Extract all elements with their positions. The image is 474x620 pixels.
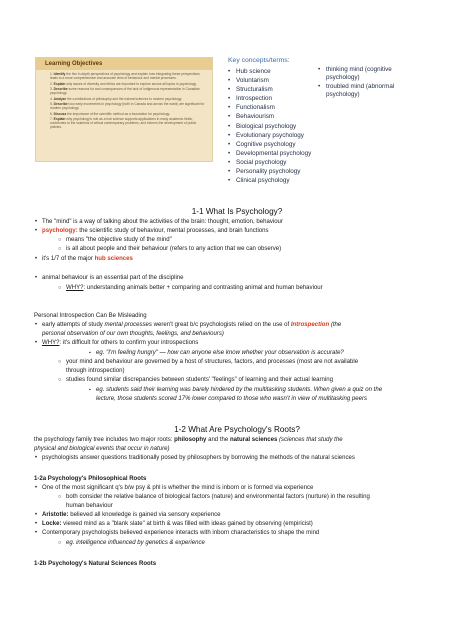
- key-concept-item: • Biological psychology: [228, 122, 328, 131]
- learning-objective-item: 6. Discuss the importance of the scientific method as a foundation for psychology.: [50, 111, 171, 116]
- continuation-line: lecture, those students scored 17% lower compared to those who wasn't in view of multitasking peers: [96, 396, 368, 402]
- learning-objectives-title: Learning Objectives: [36, 58, 212, 70]
- bullet-line: • Locke: viewed mind as a "blank slate" at birth & was filled with ideas gained by observing (empiricist): [42, 521, 313, 528]
- learning-objective-item: 4. Analyze the contributions of philosophy and the natural sciences to modern psychology.: [50, 96, 183, 101]
- continuation-line: personal observation of our own thoughts, feelings, and behaviours): [42, 331, 224, 337]
- section-heading-1-1: 1-1 What Is Psychology?: [191, 207, 283, 216]
- sub-bullet-line: ○ studies found similar discrepancies between students' "feelings" of learning and their actual learning: [66, 377, 333, 384]
- bullet-line: • Aristotle: believed all knowledge is gained via sensory experience: [42, 512, 220, 519]
- continuation-line: human behaviour: [66, 503, 113, 509]
- key-concept-item: • Cognitive psychology: [228, 140, 328, 149]
- learning-objective-item: 1. Identify the five in-depth perspectives of psychology and explain how integrating these perspectives leads to a more comprehensive and accurate view of behaviour and mental processes.: [50, 72, 200, 81]
- section-heading-1-2: 1-2 What Are Psychology's Roots?: [174, 425, 300, 434]
- sub-bullet-line: ○ WHY?: understanding animals better + comparing and contrasting animal and human behaviour: [66, 285, 323, 292]
- key-concept-item: • Evolutionary psychology: [228, 131, 328, 140]
- learning-objectives-box: [35, 57, 213, 162]
- sub-bullet-line: ○ means "the objective study of the mind": [66, 237, 172, 244]
- key-concept-item: • Social psychology: [228, 158, 328, 167]
- key-concept-item: • Behaviourism: [228, 112, 328, 121]
- bullet-line: • One of the most significant q's b/w psy & phl is whether the mind is inborn or is formed via experience: [42, 485, 313, 492]
- key-concept-item: • Voluntarism: [228, 76, 328, 85]
- sub-bullet-line: ○ your mind and behaviour are governed by a host of structures, factors, and processes (most are not available: [66, 359, 358, 366]
- key-concept-item: • Introspection: [228, 94, 328, 103]
- bullet-line: • The "mind" is a way of talking about the activities of the brain: thought, emotion, behaviour: [42, 219, 283, 226]
- paragraph-line: the psychology family tree includes two major roots: philosophy and the natural sciences (sciences that study the: [34, 437, 343, 443]
- key-concept-item: • thinking mind (cognitive psychology): [318, 66, 428, 83]
- bullet-line: • WHY?: it's difficult for others to confirm your introspections: [42, 340, 198, 347]
- subsection-heading-1-2b: 1-2b Psychology's Natural Sciences Roots: [34, 561, 157, 567]
- key-concept-item: • Personality psychology: [228, 167, 328, 176]
- bullet-line: • psychologists answer questions traditionally posed by philosophers by borrowing the methods of the natural sciences: [42, 455, 355, 462]
- example-line: ▪ eg. students said their learning was barely hindered by the multitasking students. When given a quiz on the: [96, 387, 382, 394]
- sub-bullet-line: ○ is all about people and their behaviour (refers to any action that we can observe): [66, 246, 281, 253]
- continuation-line: through introspection): [66, 368, 125, 374]
- key-concept-item: • Structuralism: [228, 85, 328, 94]
- key-concepts-sublist: [318, 66, 428, 100]
- bullet-line: • Contemporary psychologists believed experience interacts with inborn characteristics to shape the mind: [42, 530, 319, 537]
- learning-objective-item: 7. Explain why psychology's role as a hub science supports applications in many academic fields, contributes to the solutions of critical contemporary problems, and informs the development of public policies.: [50, 116, 197, 130]
- key-concept-item: • Clinical psychology: [228, 176, 328, 185]
- sub-bullet-line: ○ eg. intelligence influenced by genetics & experience: [66, 540, 205, 547]
- key-concepts-title: Key concepts/terms:: [228, 57, 290, 64]
- example-line: ▪ eg. "I'm feeling hungry" — how can anyone else know whether your observation is accurate?: [96, 350, 344, 357]
- key-concept-item: • Hub science: [228, 67, 328, 76]
- learning-objective-item: 5. Describe how early movements in psychology (both in Canada and across the world) are significant for modern psychology.: [50, 101, 205, 111]
- learning-objectives-list: [36, 70, 212, 130]
- key-concept-item: • Functionalism: [228, 103, 328, 112]
- key-concept-item: • Developmental psychology: [228, 149, 328, 158]
- bullet-line: • early attempts of study mental processes weren't great b/c psychologists relied on the use of Introspection (the: [42, 322, 341, 329]
- bullet-line: • psychology: the scientific study of behaviour, mental processes, and brain functions: [42, 228, 269, 235]
- learning-objective-item: 3. Describe some reasons for and consequences of the lack of Indigenous representation in Canadian psychology.: [50, 86, 200, 96]
- subsection-title: Personal Introspection Can Be Misleading: [34, 313, 147, 319]
- key-concepts-list: [228, 67, 328, 185]
- subsection-heading-1-2a: 1-2a Psychology's Philosophical Roots: [34, 476, 147, 482]
- learning-objective-item: 2. Explain why issues of diversity and ethics are important to explore across all topics in psychology.: [50, 81, 197, 86]
- paragraph-line: physical and biological events that occur in nature): [34, 446, 170, 452]
- bullet-line: • animal behaviour is an essential part of the discipline: [42, 275, 184, 282]
- sub-bullet-line: ○ both consider the relative balance of biological factors (nature) and environmental factors (nurture) in the resulting: [66, 494, 370, 501]
- bullet-line: • it's 1/7 of the major hub sciences: [42, 256, 133, 263]
- key-concept-item: • troubled mind (abnormal psychology): [318, 83, 428, 100]
